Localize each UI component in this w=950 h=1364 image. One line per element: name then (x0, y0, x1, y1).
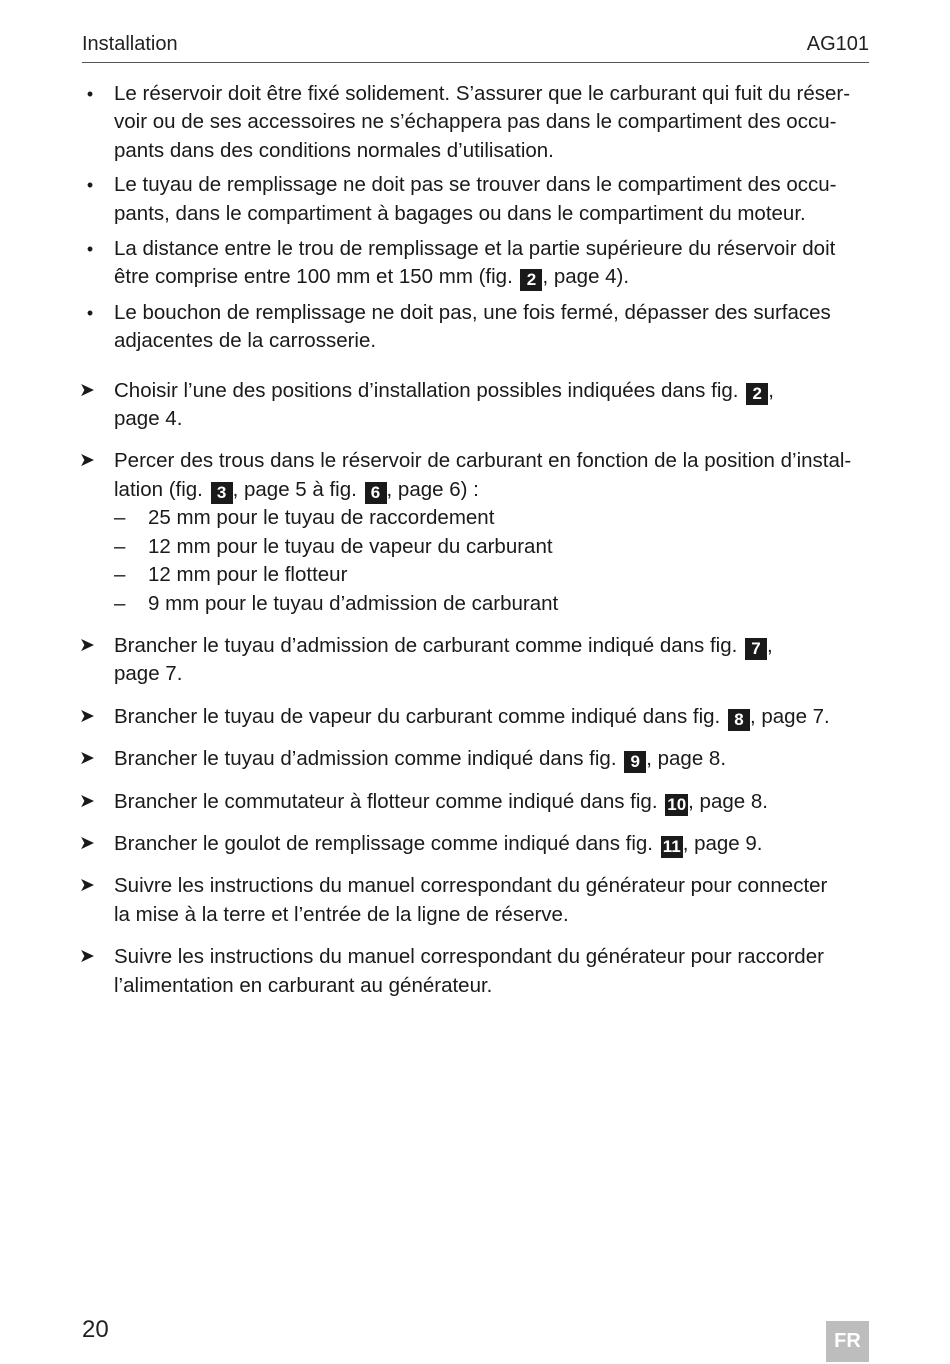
step-line: Suivre les instructions du manuel correspondant du générateur pour connecter (114, 874, 828, 898)
arrow-icon: ➤ (79, 832, 95, 854)
bullet-marker: • (86, 239, 94, 260)
bullet-item (82, 80, 869, 165)
text: Brancher le tuyau de vapeur du carburant comme indiqué dans fig. (114, 704, 721, 728)
text: 9 mm pour le tuyau d’admission de carburant (148, 591, 559, 615)
figure-ref-badge: 9 (624, 751, 646, 773)
bullet-line: pants, dans le compartiment à bagages ou dans le compartiment du moteur. (114, 201, 806, 225)
step-item (79, 872, 869, 929)
list-item (114, 533, 869, 561)
figure-ref-badge: 8 (728, 709, 750, 731)
arrow-icon: ➤ (79, 748, 95, 770)
figure-ref-badge: 3 (211, 482, 233, 504)
step-line (114, 632, 869, 660)
hole-size-list (114, 504, 869, 618)
figure-ref-badge: 10 (667, 794, 687, 814)
step-line (114, 476, 869, 504)
text: , page 8. (646, 747, 727, 771)
step-item (79, 943, 869, 1000)
bullet-line: Le bouchon de remplissage ne doit pas, une fois fermé, dépasser des surfaces (114, 300, 831, 324)
text: , page 4). (542, 265, 630, 289)
arrow-icon: ➤ (79, 946, 95, 968)
text: , (767, 633, 773, 657)
step-item (79, 377, 869, 434)
text: , page 5 à fig. (232, 477, 357, 501)
text: 12 mm pour le tuyau de vapeur du carburant (148, 534, 553, 558)
step-item (79, 632, 869, 689)
dash-marker: – (114, 506, 126, 530)
step-line (114, 788, 869, 816)
bullet-line: La distance entre le trou de remplissage et la partie supérieure du réservoir doit (114, 237, 836, 261)
section-title: Installation (82, 33, 178, 55)
text: Brancher le tuyau d’admission de carburant comme indiqué dans fig. (114, 633, 738, 657)
page-header (82, 32, 869, 63)
step-line (114, 745, 869, 773)
document-page (79, 0, 869, 1364)
text: Brancher le goulot de remplissage comme indiqué dans fig. (114, 831, 653, 855)
list-item (114, 590, 869, 618)
text: lation (fig. (114, 477, 203, 501)
bullet-item (82, 299, 869, 356)
page-number: 20 (82, 1316, 109, 1343)
list-item (114, 561, 869, 589)
text: Choisir l’une des positions d’installation possibles indiquées dans fig. (114, 378, 739, 402)
bullet-line: pants dans des conditions normales d’utilisation. (114, 138, 554, 162)
text: 12 mm pour le flotteur (148, 563, 348, 587)
step-line: l’alimentation en carburant au générateur. (114, 973, 493, 997)
bullet-line: voir ou de ses accessoires ne s’échappera pas dans le compartiment des occu- (114, 110, 837, 134)
bullet-item (82, 235, 869, 292)
step-line: page 7. (114, 662, 183, 686)
arrow-icon: ➤ (79, 634, 95, 656)
figure-ref-badge: 6 (365, 482, 387, 504)
figure-ref-badge: 2 (746, 383, 768, 405)
dash-marker: – (114, 534, 126, 558)
bullet-line: adjacentes de la carrosserie. (114, 329, 377, 353)
text: , page 7. (749, 704, 830, 728)
text: , page 9. (682, 831, 763, 855)
list-item (114, 504, 869, 532)
text: , page 6) : (386, 477, 479, 501)
step-line (114, 377, 869, 405)
text: , (768, 378, 774, 402)
arrow-icon: ➤ (79, 875, 95, 897)
arrow-icon: ➤ (79, 705, 95, 727)
text: Brancher le commutateur à flotteur comme indiqué dans fig. (114, 789, 658, 813)
arrow-icon: ➤ (79, 379, 95, 401)
figure-ref-badge: 11 (661, 836, 683, 858)
step-line: Suivre les instructions du manuel correspondant du générateur pour raccorder (114, 945, 824, 969)
text: , page 8. (688, 789, 768, 813)
arrow-icon: ➤ (79, 450, 95, 472)
bullet-line: Le tuyau de remplissage ne doit pas se trouver dans le compartiment des occu- (114, 173, 837, 197)
text: 25 mm pour le tuyau de raccordement (148, 506, 495, 530)
bullet-marker: • (86, 302, 94, 323)
step-line (114, 703, 869, 731)
dash-marker: – (114, 591, 126, 615)
bullet-marker: • (86, 175, 94, 196)
bullet-line (114, 263, 869, 291)
figure-ref-badge: 7 (745, 638, 767, 660)
text: Brancher le tuyau d’admission comme indiqué dans fig. (114, 747, 617, 771)
bullet-marker: • (86, 84, 94, 104)
step-item (79, 447, 869, 617)
step-item (79, 703, 869, 731)
page-content (79, 80, 869, 1000)
model-name: AG101 (806, 33, 869, 55)
arrow-icon: ➤ (79, 790, 95, 812)
bullet-line: Le réservoir doit être fixé solidement. S’assurer que le carburant qui fuit du réser- (114, 82, 851, 105)
figure-ref-badge: 2 (520, 269, 542, 291)
step-line: page 4. (114, 407, 183, 431)
text: être comprise entre 100 mm et 150 mm (fig. (114, 265, 513, 289)
step-line: Percer des trous dans le réservoir de carburant en fonction de la position d’instal- (114, 449, 852, 473)
step-item (79, 745, 869, 773)
step-item (79, 830, 869, 858)
dash-marker: – (114, 563, 126, 587)
language-badge: FR (826, 1321, 869, 1362)
bullet-item (82, 171, 869, 228)
step-line (114, 830, 869, 858)
step-line: la mise à la terre et l’entrée de la ligne de réserve. (114, 902, 569, 926)
step-item (79, 788, 869, 816)
